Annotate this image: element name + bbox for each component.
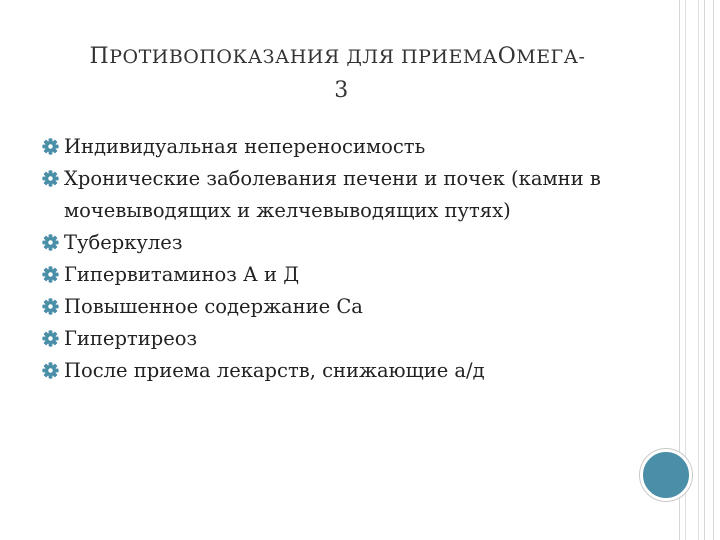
list-item-text: Гипертиреоз (64, 327, 198, 350)
list-item-text: После приема лекарств, снижающие а/д (64, 359, 485, 382)
list-item (42, 163, 642, 227)
list-item (42, 131, 642, 163)
slide-title-line1 (40, 40, 635, 74)
title-initial-1: П (89, 44, 110, 69)
list-item (42, 259, 642, 291)
title-text-2: МЕГА- (516, 46, 586, 68)
gear-icon (42, 298, 59, 315)
gear-icon (42, 170, 59, 187)
decorative-circle (640, 449, 692, 501)
decorative-rail-edge (713, 0, 714, 540)
list-item-text: Индивидуальная непереносимость (64, 135, 426, 158)
list-item-text: Гипервитаминоз А и Д (64, 263, 300, 286)
gear-icon (42, 266, 59, 283)
slide-title (40, 40, 635, 108)
list-item-text: Туберкулез (64, 231, 183, 254)
list-item (42, 227, 642, 259)
list-item (42, 323, 642, 355)
title-initial-2: О (497, 44, 517, 69)
gear-icon (42, 138, 59, 155)
list-item (42, 355, 642, 387)
gear-icon (42, 362, 59, 379)
title-text-1: РОТИВОПОКАЗАНИЯ ДЛЯ ПРИЕМА (109, 46, 498, 68)
list-item-text: Повышенное содержание Са (64, 295, 363, 318)
bullet-list (42, 131, 642, 387)
gear-icon (42, 234, 59, 251)
list-item-text: Хронические заболевания печени и почек (камни в мочевыводящих и желчевыводящих путях) (64, 167, 601, 222)
slide-title-line2: 3 (334, 78, 349, 103)
gear-icon (42, 330, 59, 347)
list-item (42, 291, 642, 323)
